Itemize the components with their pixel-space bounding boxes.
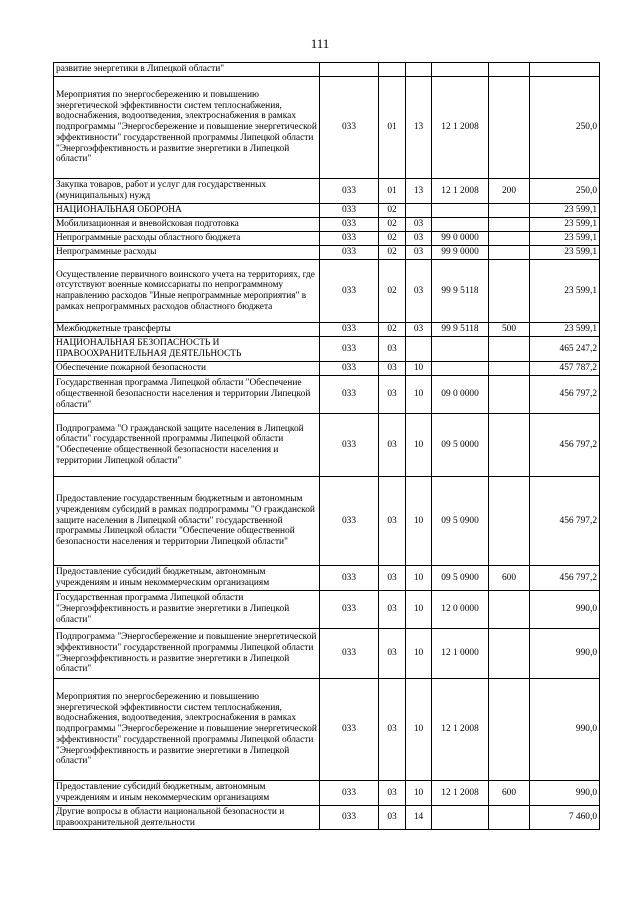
cell-name: НАЦИОНАЛЬНАЯ ОБОРОНА	[54, 204, 320, 218]
cell-csr: 12 0 0000	[432, 591, 489, 629]
cell-name: Другие вопросы в области национальной безопасности и правоохранительной деятельности	[54, 806, 320, 830]
cell-vr	[489, 679, 530, 781]
table-row	[54, 376, 600, 414]
cell-csr: 09 5 0900	[432, 566, 489, 591]
cell-rz: 03	[379, 477, 406, 566]
cell-ved: 033	[320, 218, 379, 232]
cell-name: Подпрограмма "О гражданской защите населения в Липецкой области" государственной программы Липецкой области "Обеспечение общественной безопасности населения и территории Липецкой области"	[54, 414, 320, 477]
cell-name: Мероприятия по энергосбережению и повышению энергетической эффективности систем теплоснабжения, водоснабжения, водоотведения, электроснабжения в рамках подпрограммы "Энергосбережение и повышение энергетической эффективности" государственной программы Липецкой области "Энергоэффективность и развитие энергетики в Липецкой области"	[54, 679, 320, 781]
cell-sum: 23 599,1	[530, 246, 600, 260]
cell-name: Непрограммные расходы областного бюджета	[54, 232, 320, 246]
cell-vr	[489, 806, 530, 830]
cell-rz: 03	[379, 591, 406, 629]
cell-ved: 033	[320, 204, 379, 218]
table-row	[54, 477, 600, 566]
cell-rz: 03	[379, 337, 406, 362]
cell-pr: 10	[406, 591, 432, 629]
cell-pr: 10	[406, 781, 432, 806]
cell-pr: 03	[406, 232, 432, 246]
cell-name: Государственная программа Липецкой области "Энергоэффективность и развитие энергетики в Липецкой области"	[54, 591, 320, 629]
table-row	[54, 566, 600, 591]
cell-vr	[489, 232, 530, 246]
table-body	[54, 63, 600, 830]
cell-rz	[379, 63, 406, 77]
cell-pr: 13	[406, 77, 432, 179]
cell-name: Мероприятия по энергосбережению и повышению энергетической эффективности систем теплоснабжения, водоснабжения, водоотведения, электроснабжения в рамках подпрограммы "Энергосбережение и повышение энергетической эффективности" государственной программы Липецкой области "Энергоэффективность и развитие энергетики в Липецкой области"	[54, 77, 320, 179]
cell-csr: 99 9 5118	[432, 323, 489, 337]
cell-rz: 02	[379, 218, 406, 232]
cell-pr: 14	[406, 806, 432, 830]
table-row	[54, 806, 600, 830]
cell-vr: 600	[489, 566, 530, 591]
cell-vr	[489, 477, 530, 566]
cell-vr	[489, 629, 530, 679]
cell-vr	[489, 77, 530, 179]
cell-csr: 09 0 0000	[432, 376, 489, 414]
cell-sum: 457 787,2	[530, 362, 600, 376]
cell-name: Предоставление государственным бюджетным и автономным учреждениям субсидий в рамках подпрограммы "О гражданской защите населения в Липецкой области" государственной программы Липецкой области "Обеспечение общественной безопасности населения и территории Липецкой области"	[54, 477, 320, 566]
table-row	[54, 414, 600, 477]
cell-sum: 990,0	[530, 591, 600, 629]
cell-sum: 990,0	[530, 679, 600, 781]
cell-csr: 09 5 0000	[432, 414, 489, 477]
cell-pr: 10	[406, 629, 432, 679]
cell-ved: 033	[320, 260, 379, 323]
cell-name: развитие энергетики в Липецкой области"	[54, 63, 320, 77]
cell-sum: 465 247,2	[530, 337, 600, 362]
cell-csr: 12 1 2008	[432, 179, 489, 204]
budget-table	[53, 62, 600, 830]
cell-vr	[489, 591, 530, 629]
cell-sum: 456 797,2	[530, 477, 600, 566]
cell-csr: 12 1 0000	[432, 629, 489, 679]
cell-ved: 033	[320, 679, 379, 781]
cell-vr: 200	[489, 179, 530, 204]
cell-pr	[406, 204, 432, 218]
cell-name: Непрограммные расходы	[54, 246, 320, 260]
cell-pr: 10	[406, 376, 432, 414]
cell-sum: 990,0	[530, 781, 600, 806]
page-number: 111	[310, 36, 330, 51]
cell-sum: 990,0	[530, 629, 600, 679]
table-row	[54, 204, 600, 218]
cell-pr: 03	[406, 323, 432, 337]
cell-rz: 01	[379, 77, 406, 179]
cell-csr	[432, 362, 489, 376]
cell-rz: 03	[379, 376, 406, 414]
cell-pr	[406, 337, 432, 362]
cell-pr: 03	[406, 246, 432, 260]
cell-vr	[489, 246, 530, 260]
cell-vr	[489, 376, 530, 414]
cell-sum: 250,0	[530, 77, 600, 179]
cell-name: Государственная программа Липецкой области "Обеспечение общественной безопасности населения и территории Липецкой области"	[54, 376, 320, 414]
cell-vr	[489, 260, 530, 323]
cell-pr: 10	[406, 679, 432, 781]
cell-pr: 10	[406, 477, 432, 566]
cell-vr: 500	[489, 323, 530, 337]
cell-csr: 99 0 0000	[432, 232, 489, 246]
cell-csr: 09 5 0900	[432, 477, 489, 566]
cell-pr: 10	[406, 362, 432, 376]
cell-ved	[320, 63, 379, 77]
table-row	[54, 77, 600, 179]
cell-sum: 23 599,1	[530, 204, 600, 218]
table-row	[54, 246, 600, 260]
cell-csr	[432, 806, 489, 830]
cell-sum: 23 599,1	[530, 323, 600, 337]
cell-csr: 99 9 0000	[432, 246, 489, 260]
cell-csr: 12 1 2008	[432, 77, 489, 179]
table-row	[54, 218, 600, 232]
cell-pr: 03	[406, 260, 432, 323]
table-row	[54, 232, 600, 246]
table-row	[54, 679, 600, 781]
cell-pr: 03	[406, 218, 432, 232]
cell-rz: 03	[379, 414, 406, 477]
cell-name: НАЦИОНАЛЬНАЯ БЕЗОПАСНОСТЬ И ПРАВООХРАНИТЕЛЬНАЯ ДЕЯТЕЛЬНОСТЬ	[54, 337, 320, 362]
cell-ved: 033	[320, 376, 379, 414]
cell-csr	[432, 63, 489, 77]
table-row	[54, 323, 600, 337]
cell-ved: 033	[320, 77, 379, 179]
table-row	[54, 179, 600, 204]
table-row	[54, 362, 600, 376]
cell-rz: 03	[379, 781, 406, 806]
cell-name: Закупка товаров, работ и услуг для государственных (муниципальных) нужд	[54, 179, 320, 204]
cell-rz: 03	[379, 629, 406, 679]
cell-name: Предоставление субсидий бюджетным, автономным учреждениям и иным некоммерческим организациям	[54, 566, 320, 591]
cell-vr	[489, 218, 530, 232]
cell-vr: 600	[489, 781, 530, 806]
cell-sum: 456 797,2	[530, 566, 600, 591]
cell-ved: 033	[320, 232, 379, 246]
cell-ved: 033	[320, 806, 379, 830]
cell-csr: 12 1 2008	[432, 679, 489, 781]
cell-pr: 13	[406, 179, 432, 204]
cell-name: Мобилизационная и вневойсковая подготовка	[54, 218, 320, 232]
cell-name: Осуществление первичного воинского учета на территориях, где отсутствуют военные комиссариаты по непрограммному направлению расходов "Иные непрограммные мероприятия" в рамках непрограммных расходов областного бюджета	[54, 260, 320, 323]
cell-vr	[489, 414, 530, 477]
cell-sum	[530, 63, 600, 77]
cell-sum: 456 797,2	[530, 414, 600, 477]
table-row	[54, 337, 600, 362]
cell-sum: 7 460,0	[530, 806, 600, 830]
cell-rz: 02	[379, 323, 406, 337]
cell-name: Межбюджетные трансферты	[54, 323, 320, 337]
cell-rz: 02	[379, 232, 406, 246]
cell-rz: 02	[379, 246, 406, 260]
cell-vr	[489, 337, 530, 362]
cell-sum: 23 599,1	[530, 260, 600, 323]
cell-pr: 10	[406, 414, 432, 477]
cell-ved: 033	[320, 337, 379, 362]
table-row	[54, 781, 600, 806]
cell-ved: 033	[320, 629, 379, 679]
cell-ved: 033	[320, 591, 379, 629]
cell-name: Предоставление субсидий бюджетным, автономным учреждениям и иным некоммерческим организациям	[54, 781, 320, 806]
cell-sum: 250,0	[530, 179, 600, 204]
cell-pr: 10	[406, 566, 432, 591]
table-row	[54, 591, 600, 629]
cell-vr	[489, 362, 530, 376]
cell-vr	[489, 204, 530, 218]
cell-rz: 03	[379, 566, 406, 591]
cell-sum: 23 599,1	[530, 232, 600, 246]
cell-rz: 02	[379, 204, 406, 218]
cell-name: Подпрограмма "Энергосбережение и повышение энергетической эффективности" государственной программы Липецкой области "Энергоэффективность и развитие энергетики в Липецкой области"	[54, 629, 320, 679]
cell-ved: 033	[320, 246, 379, 260]
cell-sum: 23 599,1	[530, 218, 600, 232]
table-row	[54, 260, 600, 323]
table-row	[54, 629, 600, 679]
cell-rz: 03	[379, 679, 406, 781]
cell-rz: 01	[379, 179, 406, 204]
cell-rz: 03	[379, 806, 406, 830]
cell-vr	[489, 63, 530, 77]
cell-ved: 033	[320, 323, 379, 337]
cell-rz: 03	[379, 362, 406, 376]
cell-ved: 033	[320, 477, 379, 566]
cell-ved: 033	[320, 179, 379, 204]
cell-csr	[432, 204, 489, 218]
cell-ved: 033	[320, 781, 379, 806]
cell-csr	[432, 337, 489, 362]
cell-csr: 12 1 2008	[432, 781, 489, 806]
cell-ved: 033	[320, 566, 379, 591]
cell-rz: 02	[379, 260, 406, 323]
cell-ved: 033	[320, 414, 379, 477]
table-row	[54, 63, 600, 77]
cell-sum: 456 797,2	[530, 376, 600, 414]
cell-name: Обеспечение пожарной безопасности	[54, 362, 320, 376]
cell-csr	[432, 218, 489, 232]
cell-ved: 033	[320, 362, 379, 376]
cell-pr	[406, 63, 432, 77]
cell-csr: 99 9 5118	[432, 260, 489, 323]
